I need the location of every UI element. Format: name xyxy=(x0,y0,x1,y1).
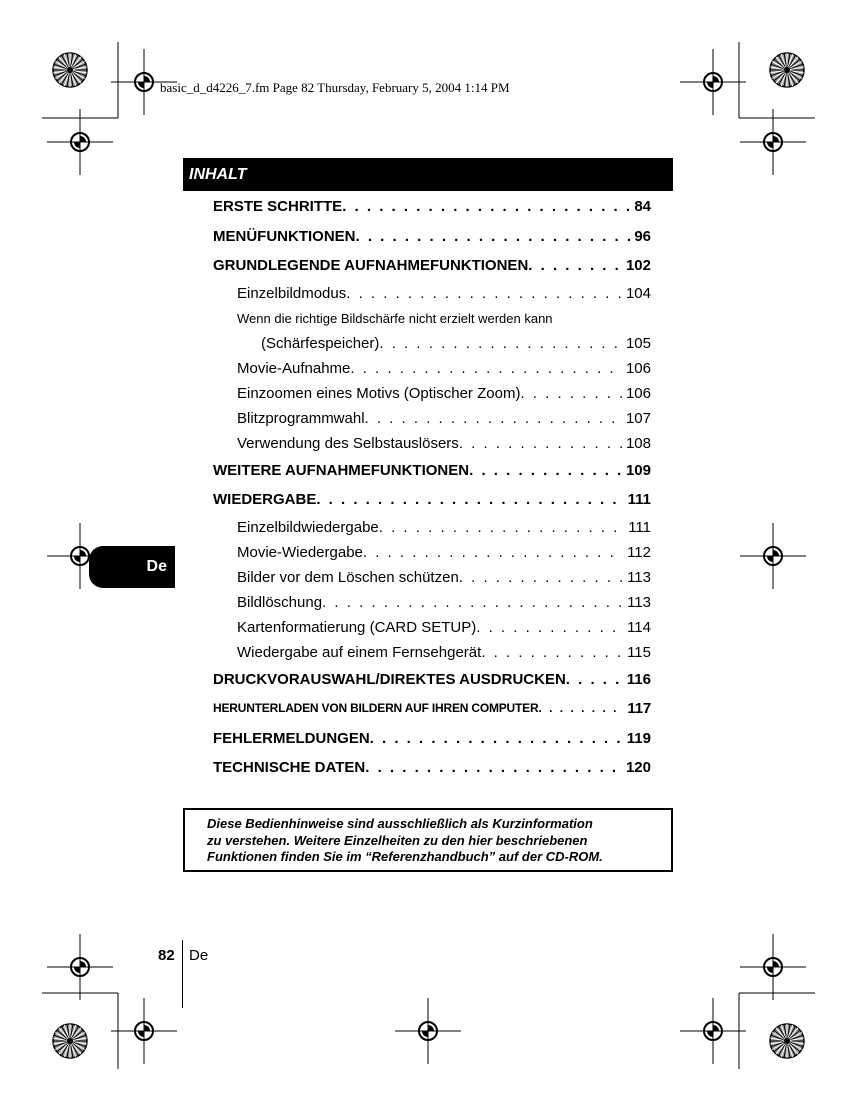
toc-entry-selbstausloeser[interactable] xyxy=(213,431,651,456)
toc-entry-title: HERUNTERLADEN VON BILDERN AUF IHREN COMPUTER xyxy=(213,701,539,715)
toc-entry-title: ERSTE SCHRITTE xyxy=(213,198,343,215)
toc-entry-title: WEITERE AUFNAHMEFUNKTIONEN xyxy=(213,461,470,479)
registration-mark-icon xyxy=(47,109,113,175)
toc-entry-druckvorauswahl[interactable] xyxy=(213,665,651,695)
toc-entry-page: 114 xyxy=(627,618,651,636)
toc-entry-menuefunktionen[interactable] xyxy=(213,222,651,252)
leader-dots xyxy=(365,406,622,431)
toc-entry-page: 113 xyxy=(627,568,651,586)
toc-entry-title: Einzelbildmodus xyxy=(237,284,347,302)
leader-dots xyxy=(459,565,623,590)
toc-entry-title: Einzoomen eines Motivs (Optischer Zoom) xyxy=(237,384,521,402)
leader-dots xyxy=(469,456,622,486)
toc-entry-herunterladen[interactable] xyxy=(213,694,651,724)
toc-entry-page: 120 xyxy=(625,759,651,776)
toc-entry-movie-wiedergabe[interactable] xyxy=(213,540,651,565)
leader-dots xyxy=(316,485,623,515)
toc-entry-title: Wiedergabe auf einem Fernsehgerät xyxy=(237,643,482,661)
toc-entry-title: Wenn die richtige Bildschärfe nicht erzielt werden kann xyxy=(237,310,553,326)
registration-mark-icon xyxy=(740,523,806,589)
footer-language: De xyxy=(189,947,209,964)
leader-dots xyxy=(379,331,622,356)
leader-dots xyxy=(363,540,623,565)
registration-mark-icon xyxy=(395,998,461,1064)
toc-entry-page: 117 xyxy=(627,700,651,717)
leader-dots xyxy=(342,192,630,222)
toc-entry-fernsehgeraet[interactable] xyxy=(213,640,651,665)
leader-dots xyxy=(459,431,622,456)
toc-entry-einzelbildwiedergabe[interactable] xyxy=(213,515,651,540)
toc-entry-page: 105 xyxy=(625,334,651,352)
toc-heading: INHALT xyxy=(183,158,673,191)
toc-entry-title: GRUNDLEGENDE AUFNAHMEFUNKTIONEN xyxy=(213,257,529,274)
leader-dots xyxy=(481,640,623,665)
registration-mark-icon xyxy=(680,49,746,115)
note-line: Diese Bedienhinweise sind ausschließlich als Kurzinformation xyxy=(207,816,593,831)
note-line: zu verstehen. Weitere Einzelheiten zu den hier beschriebenen xyxy=(207,832,588,848)
toc-entry-title: (Schärfespeicher) xyxy=(261,334,380,352)
toc-entry-title: MENÜFUNKTIONEN xyxy=(213,227,356,245)
registration-mark-icon xyxy=(740,934,806,1000)
toc-entry-schaerfe-line1[interactable] xyxy=(213,306,651,331)
leader-dots xyxy=(538,694,623,724)
toc-entry-page: 106 xyxy=(625,359,651,377)
toc-entry-wiedergabe[interactable] xyxy=(213,485,651,515)
toc-entry-title: WIEDERGABE xyxy=(213,491,317,508)
leader-dots xyxy=(350,356,622,381)
color-target-icon xyxy=(770,53,804,87)
registration-mark-icon xyxy=(740,109,806,175)
language-side-tab: De xyxy=(89,546,175,588)
leader-dots xyxy=(520,381,622,406)
leader-dots xyxy=(356,222,631,252)
leader-dots xyxy=(528,251,622,281)
leader-dots xyxy=(322,590,623,615)
toc-entry-page: 111 xyxy=(628,518,651,536)
leader-dots xyxy=(365,753,622,783)
toc-entry-title: Verwendung des Selbstauslösers xyxy=(237,434,459,452)
toc-entry-weitere-aufnahmefunktionen[interactable] xyxy=(213,456,651,486)
toc-entry-title: Einzelbildwiedergabe xyxy=(237,518,379,536)
toc-entry-blitzprogrammwahl[interactable] xyxy=(213,406,651,431)
toc-entry-title: Blitzprogrammwahl xyxy=(237,409,365,427)
note-line: Funktionen finden Sie im “Referenzhandbuch” auf der CD-ROM. xyxy=(207,849,603,864)
toc-entry-loeschschutz[interactable] xyxy=(213,565,651,590)
toc-entry-movie-aufnahme[interactable] xyxy=(213,356,651,381)
toc-entry-technische-daten[interactable] xyxy=(213,753,651,783)
toc-entry-fehlermeldungen[interactable] xyxy=(213,724,651,754)
page-number: 82 xyxy=(158,947,175,964)
table-of-contents xyxy=(213,192,651,783)
toc-entry-page: 112 xyxy=(627,543,651,561)
toc-entry-page: 116 xyxy=(626,670,651,688)
toc-entry-title: Kartenformatierung (CARD SETUP) xyxy=(237,618,477,636)
toc-entry-einzelbildmodus[interactable] xyxy=(213,281,651,306)
color-target-icon xyxy=(53,53,87,87)
toc-entry-title: Bilder vor dem Löschen schützen xyxy=(237,568,459,586)
color-target-icon xyxy=(53,1024,87,1058)
toc-entry-page: 111 xyxy=(627,491,651,508)
registration-mark-icon xyxy=(47,934,113,1000)
registration-mark-icon xyxy=(111,998,177,1064)
toc-entry-title: Movie-Wiedergabe xyxy=(237,543,363,561)
toc-entry-page: 104 xyxy=(625,284,651,302)
toc-entry-page: 84 xyxy=(634,198,651,215)
toc-entry-grundlegende-aufnahmefunktionen[interactable] xyxy=(213,251,651,281)
color-target-icon xyxy=(770,1024,804,1058)
footer-divider xyxy=(182,940,183,1008)
toc-entry-title: Movie-Aufnahme xyxy=(237,359,351,377)
leader-dots xyxy=(370,724,623,754)
toc-entry-title: TECHNISCHE DATEN xyxy=(213,759,366,776)
toc-entry-page: 102 xyxy=(625,257,651,274)
toc-entry-title: FEHLERMELDUNGEN xyxy=(213,729,370,747)
leader-dots xyxy=(379,515,624,540)
toc-entry-bildloeschung[interactable] xyxy=(213,590,651,615)
registration-mark-icon xyxy=(680,998,746,1064)
leader-dots xyxy=(566,665,623,695)
toc-entry-page: 113 xyxy=(627,593,651,611)
toc-entry-schaerfespeicher[interactable] xyxy=(213,331,651,356)
toc-entry-page: 106 xyxy=(625,384,651,402)
file-slug: basic_d_d4226_7.fm Page 82 Thursday, February 5, 2004 1:14 PM xyxy=(160,80,510,95)
toc-entry-kartenformatierung[interactable] xyxy=(213,615,651,640)
toc-entry-page: 109 xyxy=(625,461,651,479)
toc-entry-page: 107 xyxy=(625,409,651,427)
toc-entry-page: 108 xyxy=(625,434,651,452)
toc-entry-optischer-zoom[interactable] xyxy=(213,381,651,406)
reference-note xyxy=(183,808,673,872)
toc-entry-page: 119 xyxy=(626,729,651,747)
toc-entry-page: 115 xyxy=(627,643,651,661)
leader-dots xyxy=(476,615,623,640)
toc-entry-erste-schritte[interactable] xyxy=(213,192,651,222)
leader-dots xyxy=(346,281,622,306)
toc-entry-page: 96 xyxy=(634,227,651,245)
toc-entry-title: Bildlöschung xyxy=(237,593,323,611)
toc-entry-title: DRUCKVORAUSWAHL/DIREKTES AUSDRUCKEN xyxy=(213,670,566,688)
